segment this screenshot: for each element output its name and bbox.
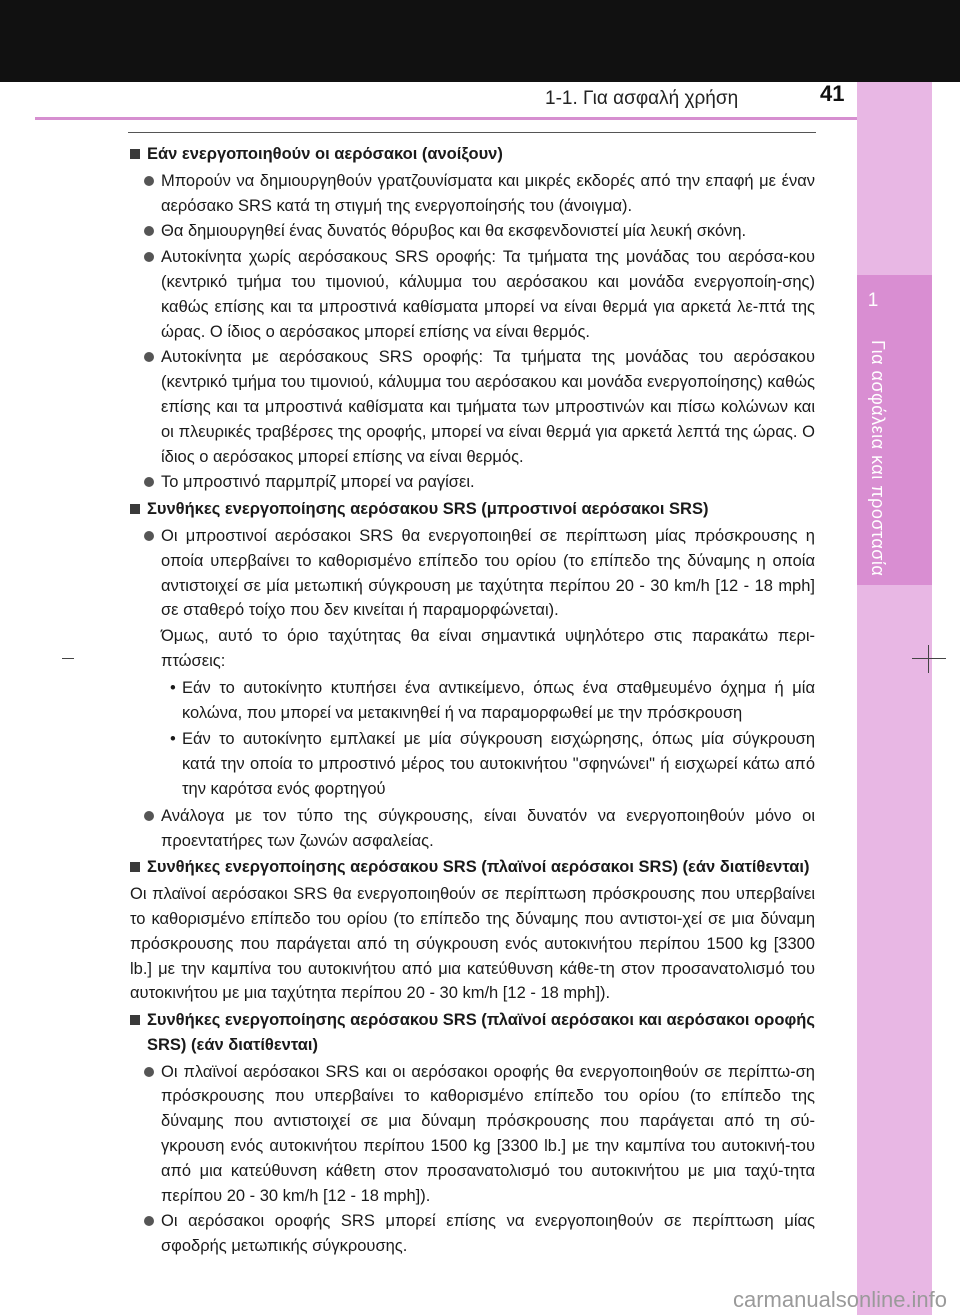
list-item: Αυτοκίνητα με αερόσακους SRS οροφής: Τα τμήματα της μονάδας του αερόσακου (κεντρικό τμήμα του τιμονιού, κάλυμμα του αερόσακου και μονάδα ενεργοποίησης) καθώς επίσης και τα μπροστινά καθίσματα και τμήματα των μπροστινών και πίσω κολώνων και οι πλευρικές τραβέρσες της οροφής, μπορεί να είναι θερμά για αρκετά λεπτά της ώρας. Ο ίδιος ο αερόσακος μπορεί επίσης να είναι θερμός.	[130, 345, 815, 469]
round-bullet-icon	[144, 811, 154, 821]
watermark: carmanualsonline.info	[733, 1287, 948, 1312]
section-heading: Συνθήκες ενεργοποίησης αερόσακου SRS (πλαϊνοί αερόσακοι και αερόσακοι οροφής SRS) (εάν διατίθενται)	[130, 1008, 815, 1058]
list-item: Οι πλαϊνοί αερόσακοι SRS και οι αερόσακοι οροφής θα ενεργοποιηθούν σε περίπτω-ση πρόσκρουσης που υπερβαίνει το καθορισμένο επίπεδο του ορίου (το επίπεδο της δύναμης που αντιστοιχεί σε μια δύναμη πρόσκρουσης που παράγεται από τη σύ-γκρουση ενός αυτοκινήτου περίπου 1500 kg [3300 lb.] με την καμπίνα του αυτοκινή-του από μια κατεύθυνση κάθετη στον προσανατολισμό του αυτοκινήτου με μια ταχύ-τητα περίπου 20 - 30 km/h [12 - 18 mph]).	[130, 1060, 815, 1209]
dot-marker-icon: •	[170, 678, 176, 697]
square-bullet-icon	[130, 1015, 140, 1025]
list-item: Ανάλογα με τον τύπο της σύγκρουσης, είναι δυνατόν να ενεργοποιηθούν μόνο οι προεντατήρες των ζωνών ασφαλείας.	[130, 804, 815, 854]
list-item: Οι αερόσακοι οροφής SRS μπορεί επίσης να ενεργοποιηθούν σε περίπτωση μίας σφοδρής μετωπικής σύγκρουσης.	[130, 1209, 815, 1259]
list-item: Το μπροστινό παρμπρίζ μπορεί να ραγίσει.	[130, 470, 815, 495]
section-heading: Συνθήκες ενεργοποίησης αερόσακου SRS (μπροστινοί αερόσακοι SRS)	[130, 497, 815, 522]
top-black-bar	[0, 0, 960, 82]
round-bullet-icon	[144, 252, 154, 262]
chapter-title: Για ασφάλεια και προστασία	[868, 340, 888, 577]
list-item: Μπορούν να δημιουργηθούν γρατζουνίσματα και μικρές εκδορές από την επαφή με έναν αερόσακο SRS κατά τη στιγμή της ενεργοποίησής του (άνοιγμα).	[130, 169, 815, 219]
list-item: Αυτοκίνητα χωρίς αερόσακους SRS οροφής: Τα τμήματα της μονάδας του αερόσα-κου (κεντρικό τμήμα του τιμονιού, κάλυμμα του αερόσακου και μονάδα ενεργοποίη-σης) καθώς επίσης και τα μπροστινά καθίσματα μπορεί να είναι θερμά για αρκετά λε-πτά της ώρας. Ο ίδιος ο αερόσακος μπορεί επίσης να είναι θερμός.	[130, 245, 815, 344]
list-item: Οι μπροστινοί αερόσακοι SRS θα ενεργοποιηθεί σε περίπτωση μίας πρόσκρουσης η οποία υπερβαίνει το καθορισμένο επίπεδο του ορίου (το επίπεδο της δύναμης η οποία αντιστοιχεί σε μία μετωπική σύγκρουση με ταχύτητα περίπου 20 - 30 km/h [12 - 18 mph] σε σταθερό τοίχο που δεν κινείται ή παραμορφώνεται).	[130, 524, 815, 623]
square-bullet-icon	[130, 504, 140, 514]
crop-mark	[912, 658, 946, 659]
round-bullet-icon	[144, 226, 154, 236]
section-heading: Συνθήκες ενεργοποίησης αερόσακου SRS (πλαϊνοί αερόσακοι SRS) (εάν διατίθενται)	[130, 855, 815, 880]
round-bullet-icon	[144, 1216, 154, 1226]
sub-list-item: • Εάν το αυτοκίνητο εμπλακεί με μία σύγκρουση εισχώρησης, όπως μία σύγκρουση κατά την οποία το μπροστινό μέρος του αυτοκινήτου "σφηνώνει" ή εισχωρεί κάτω από την καρότσα ενός φορτηγού	[130, 727, 815, 801]
round-bullet-icon	[144, 477, 154, 487]
round-bullet-icon	[144, 1067, 154, 1077]
paragraph: Όμως, αυτό το όριο ταχύτητας θα είναι σημαντικά υψηλότερο στις παρακάτω περι-πτώσεις:	[161, 627, 815, 670]
list-item: Θα δημιουργηθεί ένας δυνατός θόρυβος και θα εκσφενδονιστεί μία λευκή σκόνη.	[130, 219, 815, 244]
header-rule	[35, 117, 857, 120]
document-body	[130, 140, 815, 1260]
round-bullet-icon	[144, 352, 154, 362]
section-heading: Εάν ενεργοποιηθούν οι αερόσακοι (ανοίξουν)	[130, 142, 815, 167]
round-bullet-icon	[144, 531, 154, 541]
sub-list-item: • Εάν το αυτοκίνητο κτυπήσει ένα αντικείμενο, όπως ένα σταθμευμένο όχημα ή μία κολώνα, που μπορεί να μετακινηθεί ή να παραμορφωθεί με την πρόσκρουση	[130, 676, 815, 726]
running-header: 1-1. Για ασφαλή χρήση	[545, 88, 739, 109]
square-bullet-icon	[130, 149, 140, 159]
dot-marker-icon: •	[170, 730, 176, 749]
content-top-rule	[128, 132, 816, 133]
chapter-side-tab	[857, 82, 932, 1315]
paragraph: Οι πλαϊνοί αερόσακοι SRS θα ενεργοποιηθούν σε περίπτωση πρόσκρουσης που υπερβαίνει το καθορισμένο επίπεδο του ορίου (το επίπεδο της δύναμης που αντιστοι-χεί σε μια δύναμη πρόσκρουσης που παράγεται από τη σύγκρουση ενός αυτοκινήτου περίπου 1500 kg [3300 lb.] με την καμπίνα του αυτοκινήτου από μια κατεύθυνση κάθε-τη στον προσανατολισμό του αυτοκινήτου με μια ταχύτητα περίπου 20 - 30 km/h [12 - 18 mph]).	[130, 885, 815, 1003]
page-number: 41	[820, 81, 845, 106]
crop-mark	[62, 658, 74, 659]
square-bullet-icon	[130, 862, 140, 872]
round-bullet-icon	[144, 176, 154, 186]
chapter-number: 1	[867, 290, 879, 311]
crop-mark	[928, 645, 929, 673]
